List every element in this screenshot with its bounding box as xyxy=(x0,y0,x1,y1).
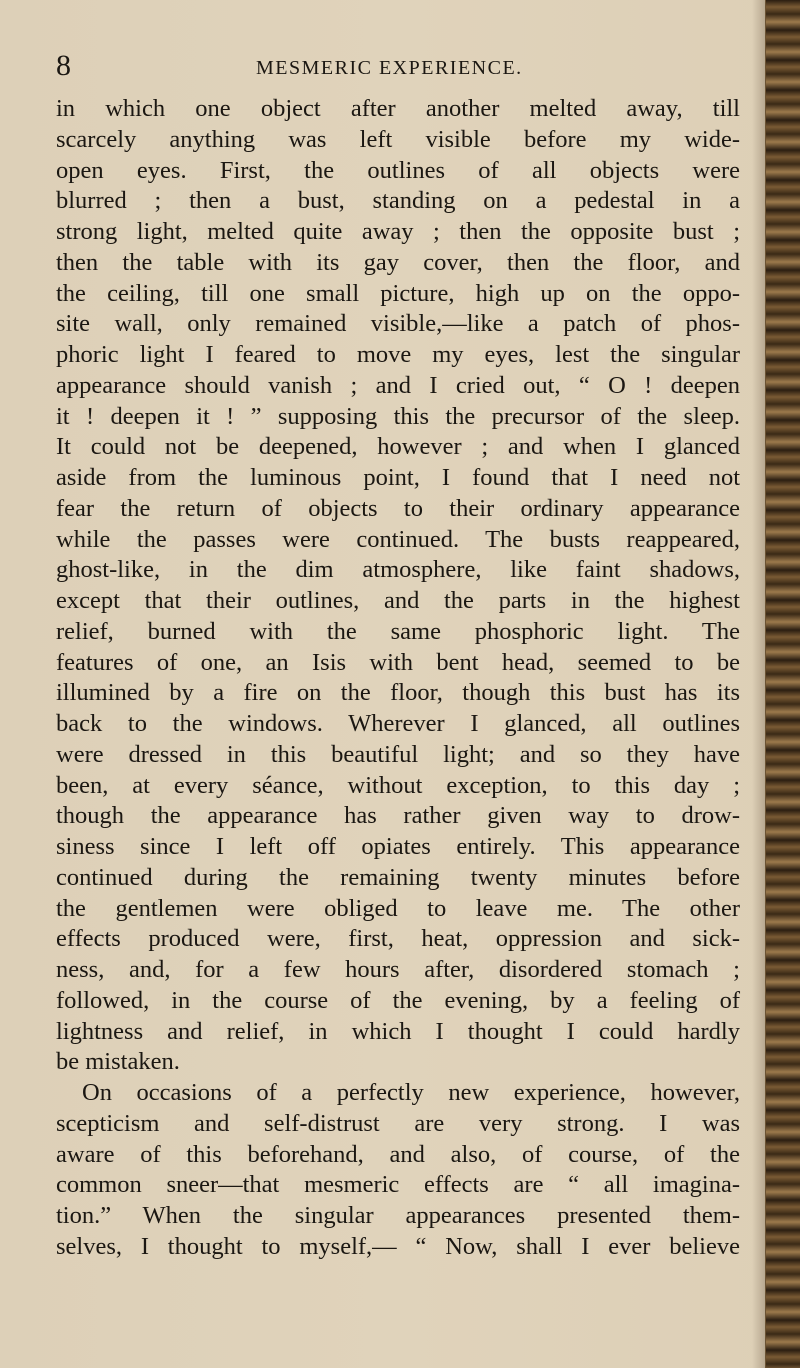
text-line: common sneer—that mesmeric effects are “ all imagina- xyxy=(56,1171,740,1199)
text-line: the ceiling, till one small picture, high up on the oppo- xyxy=(56,279,740,307)
text-line: selves, I thought to myself,— “ Now, shall I ever believe xyxy=(56,1232,740,1260)
text-line: site wall, only remained visible,—like a patch of phos- xyxy=(56,310,740,338)
body-text xyxy=(56,94,740,1263)
text-line: continued during the remaining twenty minutes before xyxy=(56,863,740,891)
text-line: been, at every séance, without exception, to this day ; xyxy=(56,771,740,799)
text-line: tion.” When the singular appearances presented them- xyxy=(56,1202,740,1229)
text-line: blurred ; then a bust, standing on a pedestal in a xyxy=(56,187,740,215)
text-line: open eyes. First, the outlines of all objects were xyxy=(56,156,740,184)
text-line: ghost-like, in the dim atmosphere, like faint shadows, xyxy=(56,556,740,584)
text-line: effects produced were, first, heat, oppression and sick- xyxy=(56,925,740,953)
text-line: On occasions of a perfectly new experience, however, xyxy=(82,1079,740,1106)
text-line: relief, burned with the same phosphoric light. The xyxy=(56,617,740,645)
text-line: back to the windows. Wherever I glanced, all outlines xyxy=(56,710,740,737)
text-line: ness, and, for a few hours after, disordered stomach ; xyxy=(56,956,740,983)
text-line: features of one, an Isis with bent head, seemed to be xyxy=(56,648,740,676)
text-line: followed, in the course of the evening, by a feeling of xyxy=(56,986,740,1014)
text-line: scarcely anything was left visible before my wide- xyxy=(56,125,740,153)
page-number: 8 xyxy=(56,49,71,82)
text-line: siness since I left off opiates entirely. This appearance xyxy=(56,833,740,860)
text-line: the gentlemen were obliged to leave me. The other xyxy=(56,894,740,922)
text-line: strong light, melted quite away ; then the opposite bust ; xyxy=(56,218,740,245)
text-line: illumined by a fire on the floor, though this bust has its xyxy=(56,679,740,707)
text-line: aware of this beforehand, and also, of course, of the xyxy=(56,1140,740,1168)
text-line: while the passes were continued. The busts reappeared, xyxy=(56,525,740,553)
text-line: scepticism and self-distrust are very strong. I was xyxy=(56,1109,740,1137)
text-line: appearance should vanish ; and I cried out, “ O ! deepen xyxy=(56,371,740,399)
page-edge-shadow xyxy=(752,0,766,1368)
text-line: in which one object after another melted away, till xyxy=(56,95,740,122)
book-page-edge xyxy=(765,0,800,1368)
text-line: be mistaken. xyxy=(56,1048,180,1076)
text-line: then the table with its gay cover, then the floor, and xyxy=(56,248,740,276)
text-line: phoric light I feared to move my eyes, lest the singular xyxy=(56,341,740,368)
text-line: except that their outlines, and the parts in the highest xyxy=(56,587,740,614)
text-line: lightness and relief, in which I thought I could hardly xyxy=(56,1017,740,1045)
text-line: it ! deepen it ! ” supposing this the precursor of the sleep. xyxy=(56,402,740,430)
text-line: were dressed in this beautiful light; and so they have xyxy=(56,740,740,768)
text-line: aside from the luminous point, I found that I need not xyxy=(56,464,740,491)
text-line: though the appearance has rather given way to drow- xyxy=(56,802,740,830)
page-header xyxy=(56,46,746,86)
running-head: MESMERIC EXPERIENCE. xyxy=(256,57,523,79)
text-line: fear the return of objects to their ordinary appearance xyxy=(56,494,740,522)
text-line: It could not be deepened, however ; and when I glanced xyxy=(56,433,740,461)
